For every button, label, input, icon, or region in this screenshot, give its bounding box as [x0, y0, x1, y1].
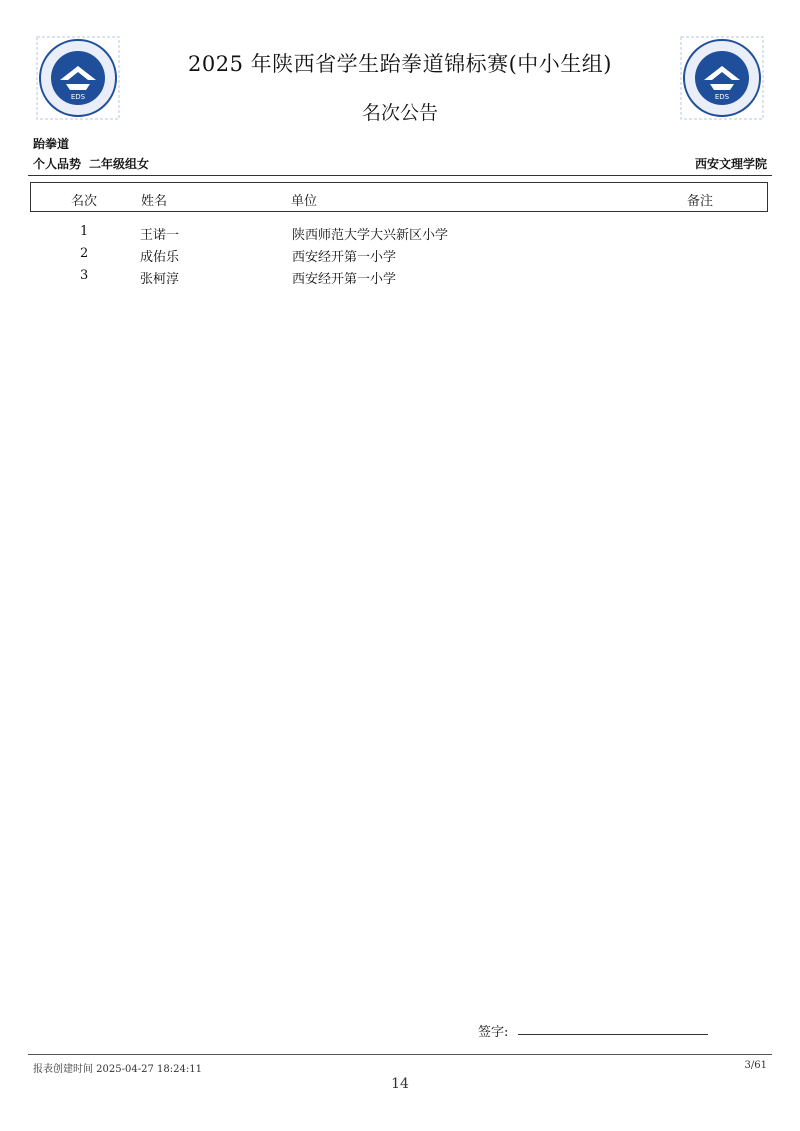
table-row: [30, 266, 768, 288]
row-rank: 1: [80, 224, 89, 239]
row-rank: 2: [80, 246, 89, 261]
header-rank: 名次: [71, 194, 98, 209]
svg-text:EDS: EDS: [70, 93, 86, 101]
row-unit: 西安经开第一小学: [292, 272, 397, 287]
header-divider: [28, 175, 772, 176]
organizer-name: 西安文理学院: [694, 157, 767, 171]
document-title: 2025 年陕西省学生跆拳道锦标赛(中小生组): [187, 52, 612, 76]
row-name: 王诺一: [140, 228, 180, 243]
page-counter: 3/61: [744, 1060, 767, 1071]
event-name: 跆拳道: [33, 137, 70, 151]
table-row: [30, 222, 768, 244]
row-name: 成佑乐: [140, 250, 180, 265]
results-table: [30, 222, 768, 288]
association-logo-right: [680, 36, 764, 120]
signature-label: 签字:: [478, 1025, 509, 1040]
report-created-time: 报表创建时间 2025-04-27 18:24:11: [33, 1064, 202, 1075]
header-note: 备注: [687, 194, 714, 209]
header-name: 姓名: [141, 194, 168, 209]
group-label: 二年级组女: [89, 157, 150, 171]
row-name: 张柯淳: [140, 272, 180, 287]
category-label: 个人品势: [33, 157, 82, 171]
footer-divider: [28, 1054, 772, 1055]
row-unit: 陕西师范大学大兴新区小学: [292, 228, 449, 243]
event-category: [33, 155, 157, 172]
signature-line: [518, 1034, 708, 1035]
row-rank: 3: [80, 268, 89, 283]
document-subtitle: 名次公告: [361, 102, 438, 124]
svg-text:EDS: EDS: [714, 93, 730, 101]
association-logo-left: [36, 36, 120, 120]
row-unit: 西安经开第一小学: [292, 250, 397, 265]
header-unit: 单位: [291, 194, 318, 209]
table-row: [30, 244, 768, 266]
page-number: 14: [391, 1076, 409, 1092]
table-header: [30, 182, 768, 212]
